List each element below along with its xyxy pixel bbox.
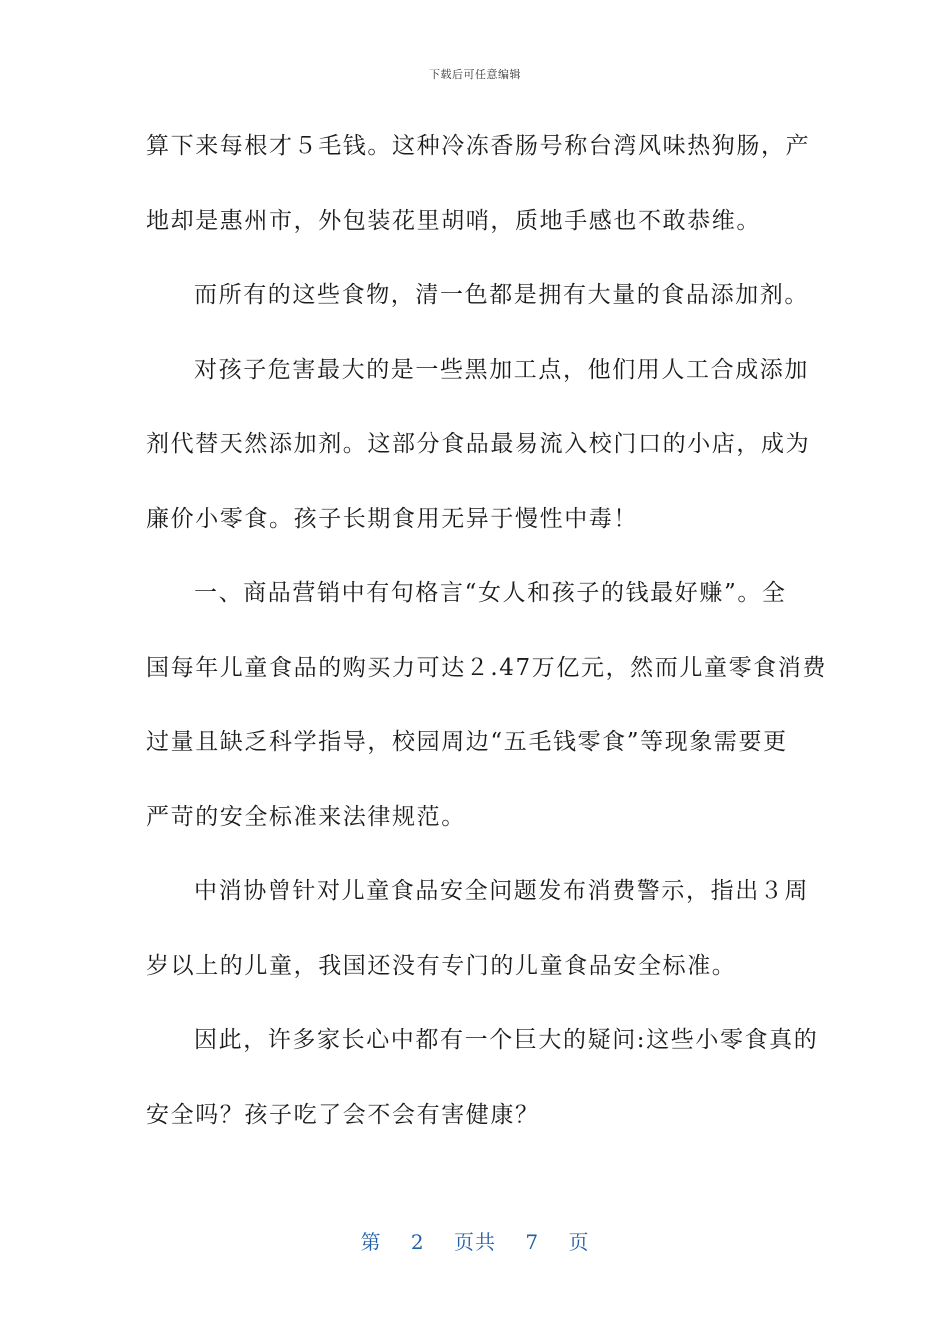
- paragraph: [146, 273, 809, 348]
- text-line: 过量且缺乏科学指导，校园周边“五毛钱零食”等现象需要更: [146, 729, 788, 755]
- page-label-prefix: 第: [360, 1230, 382, 1254]
- text-line: 地却是惠州市，外包装花里胡哨，质地手感也不敢恭维。: [146, 207, 761, 234]
- paragraph: [146, 869, 809, 1018]
- page-label-suffix: 页: [568, 1230, 590, 1254]
- current-page-number: 2: [410, 1230, 425, 1254]
- text-line: 剂代替天然添加剂。这部分食品最易流入校门口的小店，成为: [146, 431, 811, 457]
- page-footer: [0, 1226, 950, 1255]
- page-label-middle: 页共: [454, 1230, 496, 1254]
- header-note: 下载后可任意编辑: [429, 68, 521, 81]
- text-line: 廉价小零食。孩子长期食用无异于慢性中毒！: [146, 505, 638, 532]
- total-pages-number: 7: [525, 1230, 540, 1254]
- paragraph: [146, 1018, 819, 1167]
- text-line: 算下来每根才５毛钱。这种冷冻香肠号称台湾风味热狗肠，产: [146, 133, 811, 159]
- text-line: 对孩子危害最大的是一些黑加工点，他们用人工合成添加: [194, 356, 809, 383]
- text-line: 因此，许多家长心中都有一个巨大的疑问:这些小零食真的: [194, 1027, 819, 1053]
- text-line: 国每年儿童食品的购买力可达２.47万亿元，然而儿童零食消费: [146, 654, 827, 681]
- text-line: 岁以上的儿童，我国还没有专门的儿童食品安全标准。: [146, 952, 737, 979]
- paragraph: [146, 124, 811, 273]
- text-line: 中消协曾针对儿童食品安全问题发布消费警示，指出３周: [194, 878, 809, 904]
- text-line: 严苛的安全标准来法律规范。: [146, 803, 466, 830]
- paragraph: [146, 348, 811, 572]
- document-body: [146, 124, 827, 1167]
- text-line: 一、商品营销中有句格言“女人和孩子的钱最好赚”。全: [194, 580, 787, 606]
- paragraph: [146, 571, 827, 869]
- text-line: 而所有的这些食物，清一色都是拥有大量的食品添加剂。: [194, 282, 809, 308]
- text-line: 安全吗？孩子吃了会不会有害健康？: [146, 1101, 540, 1128]
